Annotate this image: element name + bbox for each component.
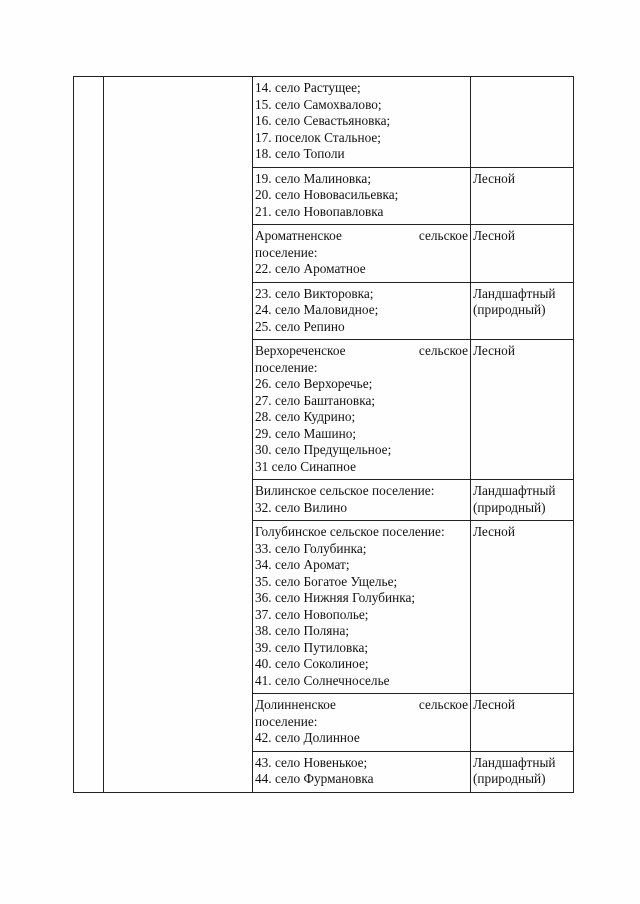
header-word: Верхореченское [255, 343, 346, 358]
header-word: Ароматненское [255, 228, 342, 243]
settlement-item: 19. село Малиновка; [255, 170, 372, 186]
type-cell [471, 282, 574, 340]
settlement-item: 23. село Викторовка; [255, 285, 374, 301]
settlement-item: 44. село Фурмановка [255, 771, 374, 786]
header-word: сельское [418, 697, 468, 712]
settlements-table [73, 76, 574, 793]
settlement-item: 37. село Новополье; [255, 606, 369, 622]
landscape-type: Лесной [473, 170, 515, 186]
landscape-type: (природный) [473, 771, 546, 786]
settlements-cell [253, 225, 471, 283]
settlements-cell [253, 340, 471, 480]
settlement-item: 16. село Севастьяновка; [255, 113, 391, 128]
landscape-type: Ландшафтный [473, 483, 556, 498]
settlement-item: 25. село Репино [255, 318, 345, 334]
landscape-type: Ландшафтный [473, 754, 556, 770]
landscape-type: (природный) [473, 302, 546, 317]
settlement-item: 28. село Кудрино; [255, 409, 356, 424]
landscape-type: Лесной [473, 228, 515, 243]
district-column-cell [104, 77, 253, 793]
settlements-cell [253, 521, 471, 694]
settlement-group-header [255, 343, 468, 360]
landscape-type: Лесной [473, 343, 515, 358]
settlement-item: 42. село Долинное [255, 730, 360, 745]
settlement-item: 41. село Солнечноселье [255, 672, 390, 688]
settlement-item: 32. село Вилино [255, 499, 348, 515]
table-row [74, 77, 574, 168]
settlement-item: 29. село Машино; [255, 425, 357, 441]
settlement-item: 39. село Путиловка; [255, 639, 369, 655]
settlement-group-header: Вилинское сельское поселение: [255, 483, 435, 498]
settlement-item: 14. село Растущее; [255, 80, 361, 95]
settlements-cell [253, 751, 471, 792]
settlement-item: 30. село Предущельное; [255, 442, 392, 457]
landscape-type: (природный) [473, 499, 546, 515]
type-cell [471, 167, 574, 225]
settlement-item: 15. село Самохвалово; [255, 96, 382, 112]
settlement-item: 24. село Маловидное; [255, 302, 379, 317]
type-cell [471, 521, 574, 694]
type-cell [471, 340, 574, 480]
settlement-item: 20. село Нововасильевка; [255, 187, 399, 202]
type-cell [471, 480, 574, 521]
settlement-item: 21. село Новопавловка [255, 203, 384, 219]
settlement-item: 27. село Баштановка; [255, 392, 376, 408]
header-word: сельское [418, 228, 468, 243]
settlement-item: 18. село Тополи [255, 146, 345, 161]
settlement-item: 33. село Голубинка; [255, 540, 367, 556]
landscape-type: Ландшафтный [473, 285, 556, 301]
settlements-cell [253, 480, 471, 521]
settlement-item: 40. село Соколиное; [255, 656, 369, 671]
type-cell [471, 225, 574, 283]
settlement-group-header [255, 228, 468, 245]
type-cell [471, 694, 574, 752]
settlement-item: 36. село Нижняя Голубинка; [255, 590, 416, 605]
header-word: поселение: [255, 359, 318, 375]
settlement-item: 26. село Верхоречье; [255, 376, 373, 391]
landscape-type: Лесной [473, 697, 515, 712]
settlements-cell [253, 282, 471, 340]
header-word: поселение: [255, 713, 318, 729]
settlement-item: 38. село Поляна; [255, 623, 350, 638]
settlement-group-header [255, 697, 468, 714]
settlement-item: 31 село Синапное [255, 458, 356, 474]
header-word: поселение: [255, 244, 318, 260]
settlement-group-header: Голубинское сельское поселение: [255, 524, 445, 539]
type-cell [471, 77, 574, 168]
landscape-type: Лесной [473, 524, 515, 539]
settlements-cell [253, 167, 471, 225]
settlements-cell [253, 694, 471, 752]
settlement-item: 22. село Ароматное [255, 261, 366, 276]
settlements-cell [253, 77, 471, 168]
settlement-item: 43. село Новенькое; [255, 754, 368, 770]
settlement-item: 34. село Аромат; [255, 557, 350, 572]
type-cell [471, 751, 574, 792]
settlement-item: 17. поселок Стальное; [255, 129, 381, 145]
header-word: сельское [418, 343, 468, 358]
settlement-item: 35. село Богатое Ущелье; [255, 573, 398, 589]
header-word: Долинненское [255, 697, 336, 712]
number-column-cell [74, 77, 104, 793]
